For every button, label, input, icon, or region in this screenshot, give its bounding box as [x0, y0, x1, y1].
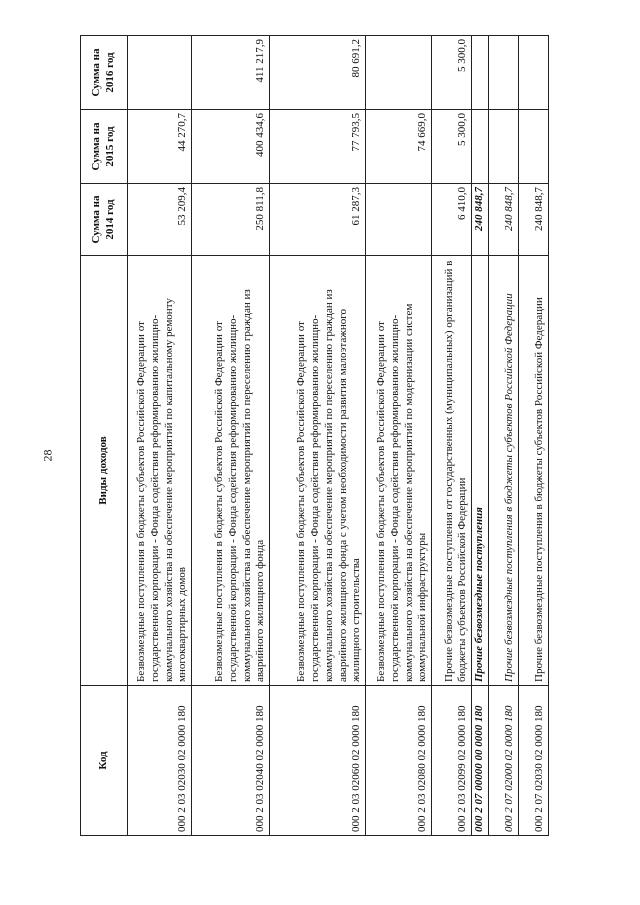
cell-2014: 240 848,7 [472, 184, 489, 256]
cell-2016 [488, 36, 518, 110]
cell-code: 000 2 03 02099 02 0000 180 [432, 686, 472, 836]
cell-2015: 74 669,0 [366, 110, 432, 184]
table-row [192, 36, 270, 836]
cell-2016 [472, 36, 489, 110]
page-number: 28 [40, 449, 55, 462]
cell-2014: 6 410,0 [432, 184, 472, 256]
header-2015: Сумма на 2015 год [81, 110, 128, 184]
cell-2016: 411 217,9 [192, 36, 270, 110]
table-row [488, 36, 518, 836]
header-2016: Сумма на 2016 год [81, 36, 128, 110]
cell-code: 000 2 03 02080 02 0000 180 [366, 686, 432, 836]
table-header-row [81, 36, 128, 836]
table-row [432, 36, 472, 836]
table-row [270, 36, 366, 836]
table-rotator [80, 36, 580, 836]
cell-2015 [488, 110, 518, 184]
revenue-table [80, 35, 549, 836]
cell-2015 [472, 110, 489, 184]
cell-2014: 240 848,7 [488, 184, 518, 256]
cell-2015 [518, 110, 548, 184]
header-code: Код [81, 686, 128, 836]
cell-2014: 61 287,3 [270, 184, 366, 256]
cell-type: Прочие безвозмездные поступления в бюджеты субъектов Российской Федерации [518, 256, 548, 686]
cell-2014: 53 209,4 [128, 184, 192, 256]
cell-2015: 5 300,0 [432, 110, 472, 184]
cell-2015: 400 434,6 [192, 110, 270, 184]
cell-2014 [366, 184, 432, 256]
cell-code: 000 2 07 00000 00 0000 180 [472, 686, 489, 836]
table-row [472, 36, 489, 836]
cell-2016: 80 691,2 [270, 36, 366, 110]
header-2014: Сумма на 2014 год [81, 184, 128, 256]
cell-2014: 240 848,7 [518, 184, 548, 256]
cell-2016 [128, 36, 192, 110]
cell-2015: 44 270,7 [128, 110, 192, 184]
cell-code: 000 2 03 02030 02 0000 180 [128, 686, 192, 836]
cell-type: Прочие безвозмездные поступления от государственных (муниципальных) организаций в бюджеты субъектов Российской Федерации [432, 256, 472, 686]
cell-2014: 250 811,8 [192, 184, 270, 256]
table-row [128, 36, 192, 836]
cell-type: Безвозмездные поступления в бюджеты субъектов Российской Федерации от государственной корпорации - Фонда содействия реформированию жилищно-коммунального хозяйства на обеспечение мероприятий по переселению граждан из аварийного жилищного фонда [192, 256, 270, 686]
cell-code: 000 2 03 02060 02 0000 180 [270, 686, 366, 836]
table-wrap [80, 36, 580, 836]
table-row [366, 36, 432, 836]
cell-code: 000 2 07 02030 02 0000 180 [518, 686, 548, 836]
cell-2015: 77 793,5 [270, 110, 366, 184]
cell-2016: 5 300,0 [432, 36, 472, 110]
table-row [518, 36, 548, 836]
cell-type: Безвозмездные поступления в бюджеты субъектов Российской Федерации от государственной корпорации - Фонда содействия реформированию жилищно-коммунального хозяйства на обеспечение мероприятий по модернизации систем коммунальной инфраструктуры [366, 256, 432, 686]
cell-type: Безвозмездные поступления в бюджеты субъектов Российской Федерации от государственной корпорации - Фонда содействия реформированию жилищно-коммунального хозяйства на обеспечение мероприятий по переселению граждан из аварийного жилищного фонда с учетом необходимости развития малоэтажного жилищного строительства [270, 256, 366, 686]
cell-type: Прочие безвозмездные поступления [472, 256, 489, 686]
cell-2016 [366, 36, 432, 110]
cell-code: 000 2 03 02040 02 0000 180 [192, 686, 270, 836]
cell-2016 [518, 36, 548, 110]
cell-type: Безвозмездные поступления в бюджеты субъектов Российской Федерации от государственной корпорации - Фонда содействия реформированию жилищно-коммунального хозяйства на обеспечение мероприятий по капитальному ремонту многоквартирных домов [128, 256, 192, 686]
header-type: Виды доходов [81, 256, 128, 686]
cell-code: 000 2 07 02000 02 0000 180 [488, 686, 518, 836]
cell-type: Прочие безвозмездные поступления в бюджеты субъектов Российской Федерации [488, 256, 518, 686]
